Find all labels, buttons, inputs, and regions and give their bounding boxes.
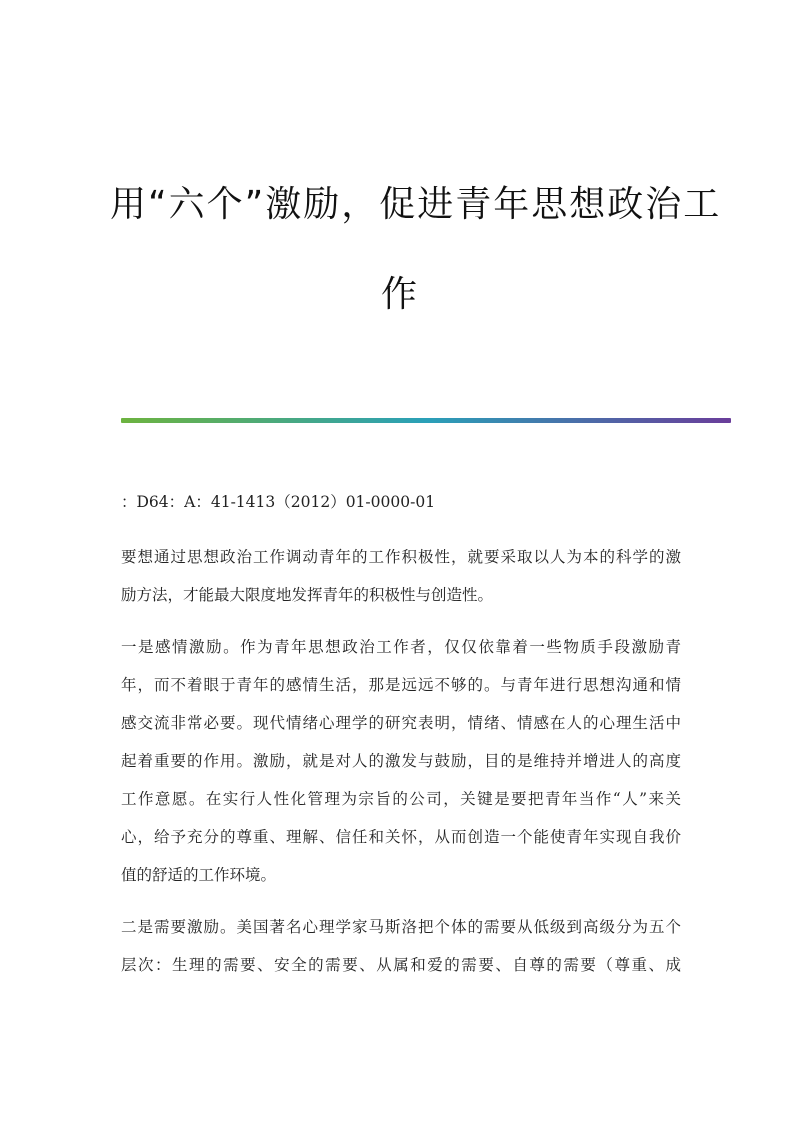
paragraph-line: 一是感情激励。作为青年思想政治工作者，仅仅依靠着一些物质手段激励青 bbox=[121, 638, 681, 656]
gradient-divider bbox=[121, 418, 731, 423]
title-line-2: 作 bbox=[380, 274, 419, 315]
paragraph-line: 年，而不着眼于青年的感情生活，那是远远不够的。与青年进行思想沟通和情 bbox=[121, 676, 681, 694]
paragraph-emotional-incentive bbox=[121, 628, 681, 894]
paragraph-line: 励方法，才能最大限度地发挥青年的积极性与创造性。 bbox=[121, 586, 494, 604]
paragraph-needs-incentive bbox=[121, 908, 681, 984]
paragraph-line: 层次：生理的需要、安全的需要、从属和爱的需要、自尊的需要（尊重、成 bbox=[121, 956, 681, 974]
paragraph-line: 二是需要激励。美国著名心理学家马斯洛把个体的需要从低级到高级分为五个 bbox=[121, 918, 681, 936]
paragraph-line: 起着重要的作用。激励，就是对人的激发与鼓励，目的是维持并增进人的高度 bbox=[121, 752, 681, 770]
document-body bbox=[121, 488, 681, 998]
paragraph-line: 工作意愿。在实行人性化管理为宗旨的公司，关键是要把青年当作“人”来关 bbox=[121, 790, 681, 808]
paragraph-line: 要想通过思想政治工作调动青年的工作积极性，就要采取以人为本的科学的激 bbox=[121, 548, 681, 566]
classification-code: ：D64：A：41-1413（2012）01-0000-01 bbox=[121, 493, 436, 511]
paragraph-line: 感交流非常必要。现代情绪心理学的研究表明，情绪、情感在人的心理生活中 bbox=[121, 714, 681, 732]
title-line-1: 用“六个”激励，促进青年思想政治工 bbox=[110, 184, 722, 225]
paragraph-intro bbox=[121, 538, 681, 614]
document-title bbox=[110, 160, 722, 340]
paragraph-line: 值的舒适的工作环境。 bbox=[121, 866, 277, 884]
paragraph-line: 心，给予充分的尊重、理解、信任和关怀，从而创造一个能使青年实现自我价 bbox=[121, 828, 681, 846]
